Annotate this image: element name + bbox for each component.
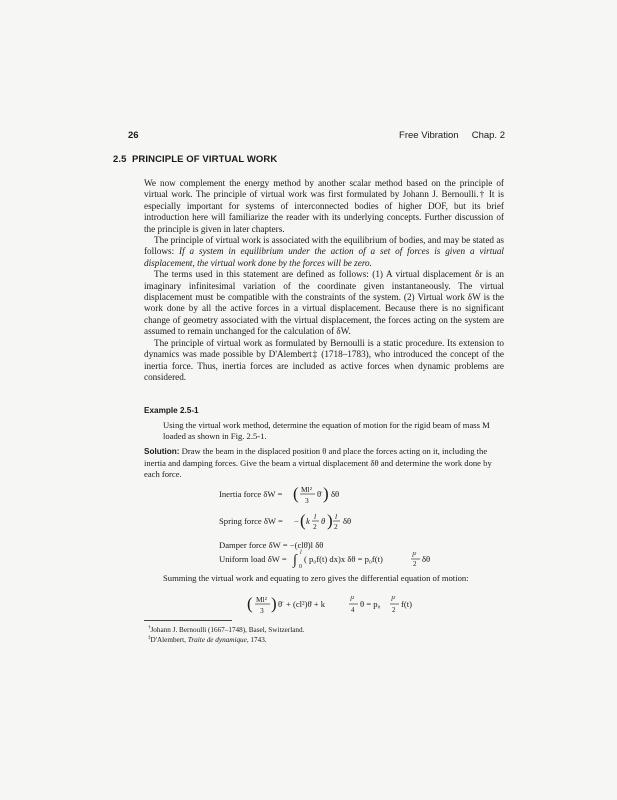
example-statement: Using the virtual work method, determine the equation of motion for the rigid beam of mass M loaded as shown in Fig. 2.5-1. [163, 420, 490, 441]
final-l2-b: l² [391, 595, 396, 603]
example-title: Example 2.5-1 [144, 406, 199, 415]
paragraph-2 [144, 235, 504, 269]
paragraph-4: The principle of virtual work as formulated by Bernoulli is a static procedure. Its extension to dynamics was made possible by D'Alembert‡ (1718–1783), who introduced the concept of the inertia force. Thus, inertia forces are included as active forces when dynamic problems are considered. [144, 337, 504, 382]
final-open: ( [247, 594, 253, 613]
footnote-2-text: D'Alembert, [150, 636, 188, 644]
final-close: ) [271, 594, 277, 613]
page-number: 26 [128, 130, 139, 141]
double-dagger-mark: ‡ [148, 635, 151, 641]
spring-l: l [314, 512, 317, 521]
solution-text: Draw the beam in the displaced position θ and place the forces acting on it, including the inertia and damping forces. Give the beam a virtual displacement δθ and determine the work done by each force. [144, 446, 492, 479]
footnote-2 [148, 636, 267, 644]
uniform-dtheta: δθ [422, 554, 431, 564]
solution-label: Solution: [144, 447, 180, 456]
inertia-theta-ddot: θ̈ [317, 489, 322, 499]
final-mid: + (cl²)θ̇ + k [286, 599, 326, 609]
spring-dtheta: δθ [343, 516, 352, 526]
paragraph-2-text: The principle of virtual work is associated with the equilibrium of bodies, and may be stated as follows: [144, 235, 504, 257]
footnote-rule [144, 620, 232, 621]
final-ml2: Ml² [256, 595, 268, 604]
inertia-close: ) [323, 484, 329, 503]
spring-two: 2 [313, 522, 317, 531]
inertia-open: ( [293, 484, 299, 503]
solution [144, 446, 504, 479]
final-four: 4 [351, 606, 355, 614]
inertia-label: Inertia force δW = [219, 489, 283, 499]
spring-open: ( [300, 511, 306, 530]
final-rhs: θ = p₀ [360, 599, 381, 609]
uniform-two: 2 [413, 560, 417, 568]
damper-eq: Damper force δW = −(clθ̇)l δθ [219, 540, 324, 550]
final-ft: f(t) [401, 599, 412, 609]
spring-theta: θ [321, 516, 326, 526]
final-theta-ddot: θ̈ [278, 599, 283, 609]
spring-l2: l [335, 512, 338, 521]
inertia-ml2: Ml² [301, 485, 313, 494]
final-three: 3 [260, 606, 264, 615]
dagger-mark: † [148, 625, 151, 631]
body-text [144, 178, 504, 383]
paragraph-3: The terms used in this statement are defined as follows: (1) A virtual displacement δr is an imaginary infinitesimal variation of the coordinate given instantaneously. The virtual displacement must be compatible with the constraints of the system. (2) Virtual work δW is the work done by all the active forces in a virtual displacement. Because there is no significant change of geometry associated with the virtual displacement, the forces acting on the system are assumed to remain unchanged for the calculation of δW. [144, 269, 504, 337]
integral-sign: ∫ [293, 553, 297, 568]
section-title: 2.5 PRINCIPLE OF VIRTUAL WORK [113, 154, 278, 165]
spring-minus: − [294, 516, 299, 526]
integral-upper: l [300, 550, 302, 556]
footnote-1-text: Johann J. Bernoulli (1667–1748), Basel, Switzerland. [150, 626, 305, 634]
uniform-mid: ( p₀f(t) dx)x δθ = p₀f(t) [304, 554, 383, 564]
paragraph-1: We now complement the energy method by another scalar method based on the principle of virtual work. The principle of virtual work was first formulated by Johann J. Bernoulli.† It is especially important for systems of interconnected bodies of higher DOF, but its brief introduction here will familiarize the reader with its underlying concepts. Further discussion of the principle is given in later chapters. [144, 178, 504, 234]
integral-lower: 0 [299, 564, 302, 570]
uniform-l2: l² [412, 551, 417, 559]
spring-two-2: 2 [334, 522, 338, 531]
final-l2: l² [350, 595, 355, 603]
spring-close: ) [327, 511, 333, 530]
running-header: Free Vibration Chap. 2 [399, 130, 505, 141]
footnote-2-title: Traite de dynamique [187, 636, 247, 644]
final-two: 2 [392, 606, 396, 614]
inertia-three: 3 [305, 496, 309, 505]
spring-k: k [306, 516, 310, 526]
principle-statement: If a system in equilibrium under the action of a set of forces is given a virtual displacement, the virtual work done by the forces will be zero. [144, 246, 504, 268]
footnote-1 [148, 626, 304, 634]
summing-text: Summing the virtual work and equating to zero gives the differential equation of motion: [163, 573, 469, 583]
spring-label: Spring force δW = [219, 516, 283, 526]
inertia-dtheta: δθ [331, 489, 340, 499]
uniform-label: Uniform load δW = [219, 554, 287, 564]
footnote-2-end: , 1743. [246, 636, 267, 644]
